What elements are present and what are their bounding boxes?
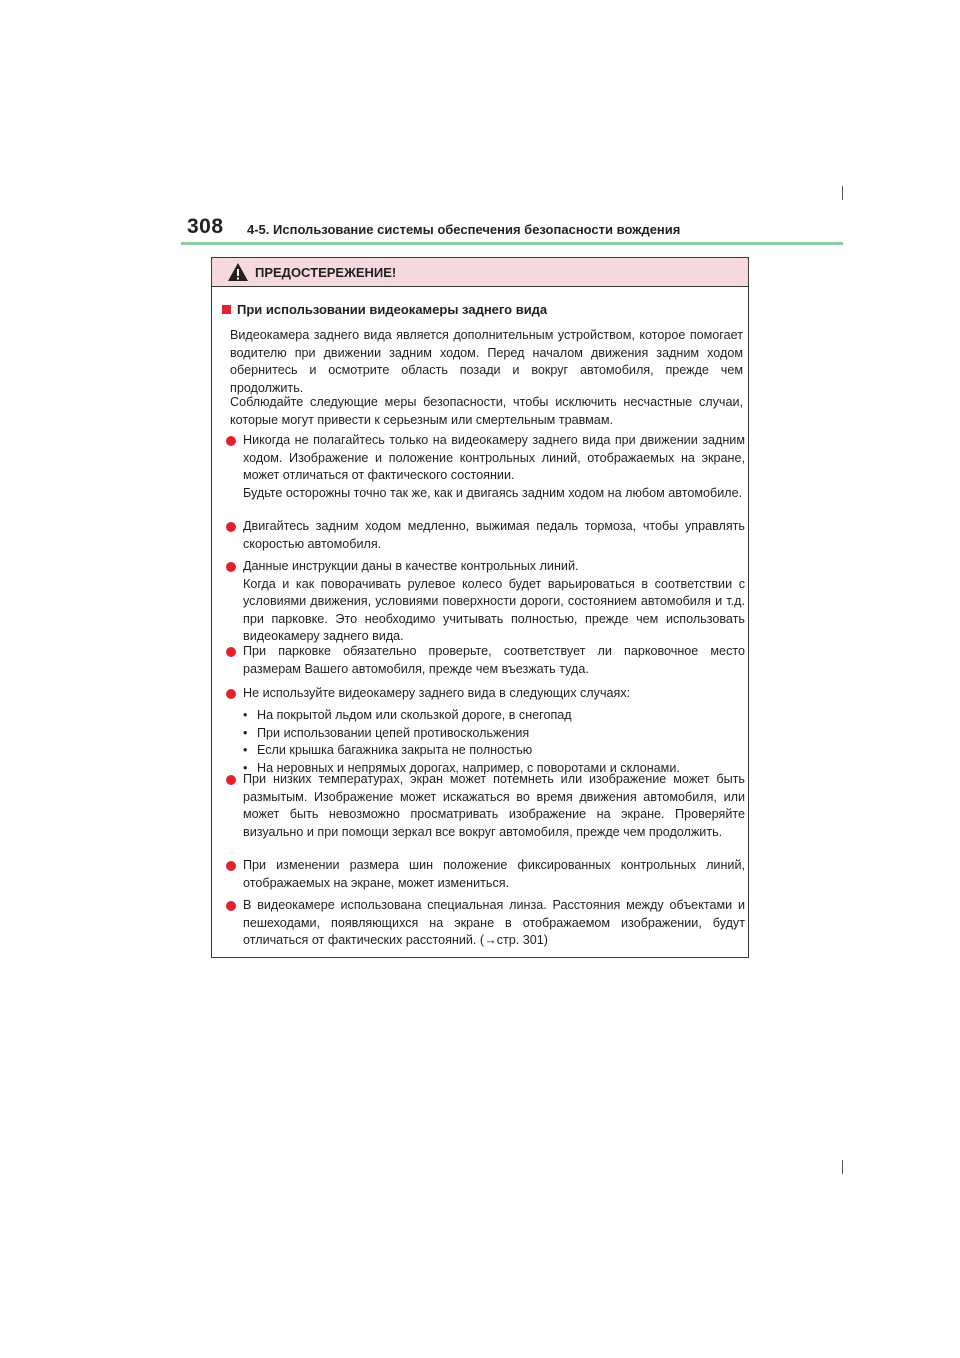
bullet-dot-icon <box>226 689 236 699</box>
warning-triangle-icon <box>227 262 249 282</box>
list-item-text: Двигайтесь задним ходом медленно, выжимая педаль тормоза, чтобы управлять скоростью автомобиля. <box>243 519 745 551</box>
sub-list-item: • Если крышка багажника закрыта не полностью <box>243 742 743 760</box>
caution-subheading <box>222 302 547 317</box>
caution-box <box>211 257 749 958</box>
list-item-text: При парковке обязательно проверьте, соответствует ли парковочное место размерам Вашего автомобиля, прежде чем въезжать туда. <box>243 644 745 676</box>
subheading-text: При использовании видеокамеры заднего вида <box>237 302 548 317</box>
square-bullet-icon <box>222 305 231 314</box>
bullet-dot-icon <box>226 861 236 871</box>
paragraph-safety: Соблюдайте следующие меры безопасности, чтобы исключить несчастные случаи, которые могут привести к серьезным или смертельным травмам. <box>230 395 743 427</box>
list-item <box>226 558 745 646</box>
list-item-text: При низких температурах, экран может потемнеть или изображение может быть размытым. Изображение может искажаться во время движения автомобиля, или может быть невозможно просматривать изображение на экране. Проверяйте визуально и при помощи зеркал все вокруг автомобиля, прежде чем продолжить. <box>243 772 745 839</box>
crop-mark-bottom <box>842 1160 843 1174</box>
sub-list-item: • На неровных и непрямых дорогах, например, с поворотами и склонами. <box>243 760 743 778</box>
list-item-text: При изменении размера шин положение фиксированных контрольных линий, отображаемых на экране, может измениться. <box>243 858 745 890</box>
bullet-dot-icon <box>226 647 236 657</box>
bullet-dot-icon <box>226 436 236 446</box>
header-rule <box>181 242 843 245</box>
list-item-text: Данные инструкции даны в качестве контрольных линий. Когда и как поворачивать рулевое колесо будет варьироваться в соответствии с условиями движения, условиями поверхности дороги, состоянием автомобиля и т.д. при парковке. Это необходимо учитывать полностью, прежде чем использовать видеокамеру заднего вида. <box>243 559 745 644</box>
sub-list-item: • При использовании цепей противоскольжения <box>243 725 743 743</box>
list-item-text: Не используйте видеокамеру заднего вида в следующих случаях: <box>243 686 631 700</box>
list-item <box>226 432 745 502</box>
list-item <box>226 771 745 841</box>
page-number: 308 <box>187 215 224 238</box>
list-item <box>226 897 745 950</box>
sub-list-item: • На покрытой льдом или скользкой дороге, в снегопад <box>243 707 743 725</box>
list-item <box>226 518 745 553</box>
caution-title: ПРЕДОСТЕРЕЖЕНИЕ! <box>255 264 397 280</box>
list-item <box>226 685 745 703</box>
bullet-dot-icon <box>226 901 236 911</box>
bullet-dot-icon <box>226 522 236 532</box>
list-item <box>226 643 745 678</box>
section-title: 4-5. Использование системы обеспечения безопасности вождения <box>247 222 681 237</box>
list-item-text: В видеокамере использована специальная линза. Расстояния между объектами и пешеходами, появляющихся на экране в отображаемом изображении, будут отличаться от фактических расстояний. (→стр. 301) <box>243 898 745 948</box>
sub-list <box>243 707 743 777</box>
crop-mark-top <box>842 186 843 200</box>
bullet-dot-icon <box>226 562 236 572</box>
caution-header <box>212 258 748 287</box>
list-item-text: Никогда не полагайтесь только на видеокамеру заднего вида при движении задним ходом. Изображение и положение контрольных линий, отображаемых на экране, может отличаться от фактического состоянии. Будьте осторожны точно так же, как и двигаясь задним ходом на любом автомобиле. <box>243 433 745 500</box>
bullet-dot-icon <box>226 775 236 785</box>
list-item <box>226 857 745 892</box>
paragraph-intro: Видеокамера заднего вида является дополнительным устройством, которое помогает водителю при движении задним ходом. Перед началом движения задним ходом обернитесь и осмотрите область позади и вокруг автомобиля, прежде чем продолжить. <box>230 328 743 395</box>
